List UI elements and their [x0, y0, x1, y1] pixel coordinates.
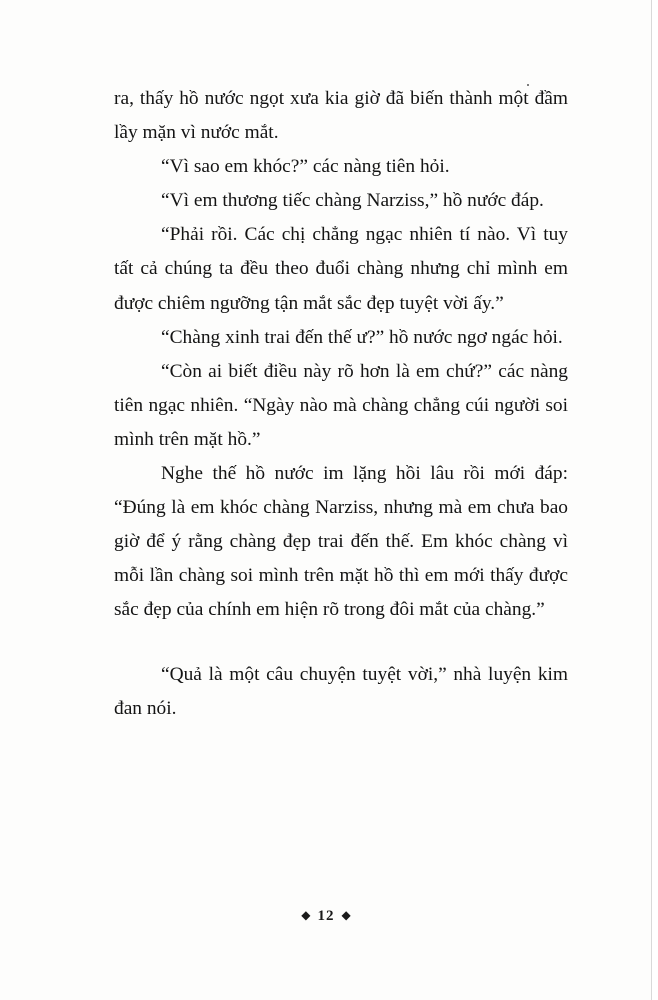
paragraph-lake-asks: “Chàng xinh trai đến thế ư?” hồ nước ngơ ngác hỏi. [161, 326, 563, 348]
page-number: 12 [317, 908, 335, 924]
ornament-right-icon: ◆ [341, 908, 351, 922]
body-text [114, 82, 568, 726]
paragraph-continuation: ra, thấy hồ nước ngọt xưa kia giờ đã biến thành một đầm lầy mặn vì nước mắt. [114, 88, 568, 144]
paragraph-lake-explains: Nghe thế hồ nước im lặng hồi lâu rồi mới đáp: “Đúng là em khóc chàng Narziss, nhưng mà em chưa bao giờ để ý rằng chàng đẹp trai đến thế. Em khóc chàng vì mỗi lần chàng soi mình trên mặt hồ thì em mới thấy được sắc đẹp của chính em hiện rõ trong đôi mắt của chàng.” [114, 463, 568, 621]
paragraph-fairies-surprised: “Còn ai biết điều này rõ hơn là em chứ?” các nàng tiên ngạc nhiên. “Ngày nào mà chàng chẳng cúi người soi mình trên mặt hồ.” [114, 360, 568, 450]
page-footer [0, 908, 652, 925]
paragraph-question: “Vì sao em khóc?” các nàng tiên hỏi. [161, 156, 450, 178]
paragraph-fairies-reply: “Phải rồi. Các chị chẳng ngạc nhiên tí nào. Vì tuy tất cả chúng ta đều theo đuổi chàng nhưng chỉ mình em được chiêm ngưỡng tận mắt sắc đẹp tuyệt vời ấy.” [114, 224, 568, 314]
ornament-left-icon: ◆ [301, 908, 311, 922]
paragraph-lake-answer: “Vì em thương tiếc chàng Narziss,” hồ nước đáp. [161, 190, 544, 212]
paragraph-alchemist: “Quả là một câu chuyện tuyệt vời,” nhà luyện kim đan nói. [114, 663, 568, 719]
